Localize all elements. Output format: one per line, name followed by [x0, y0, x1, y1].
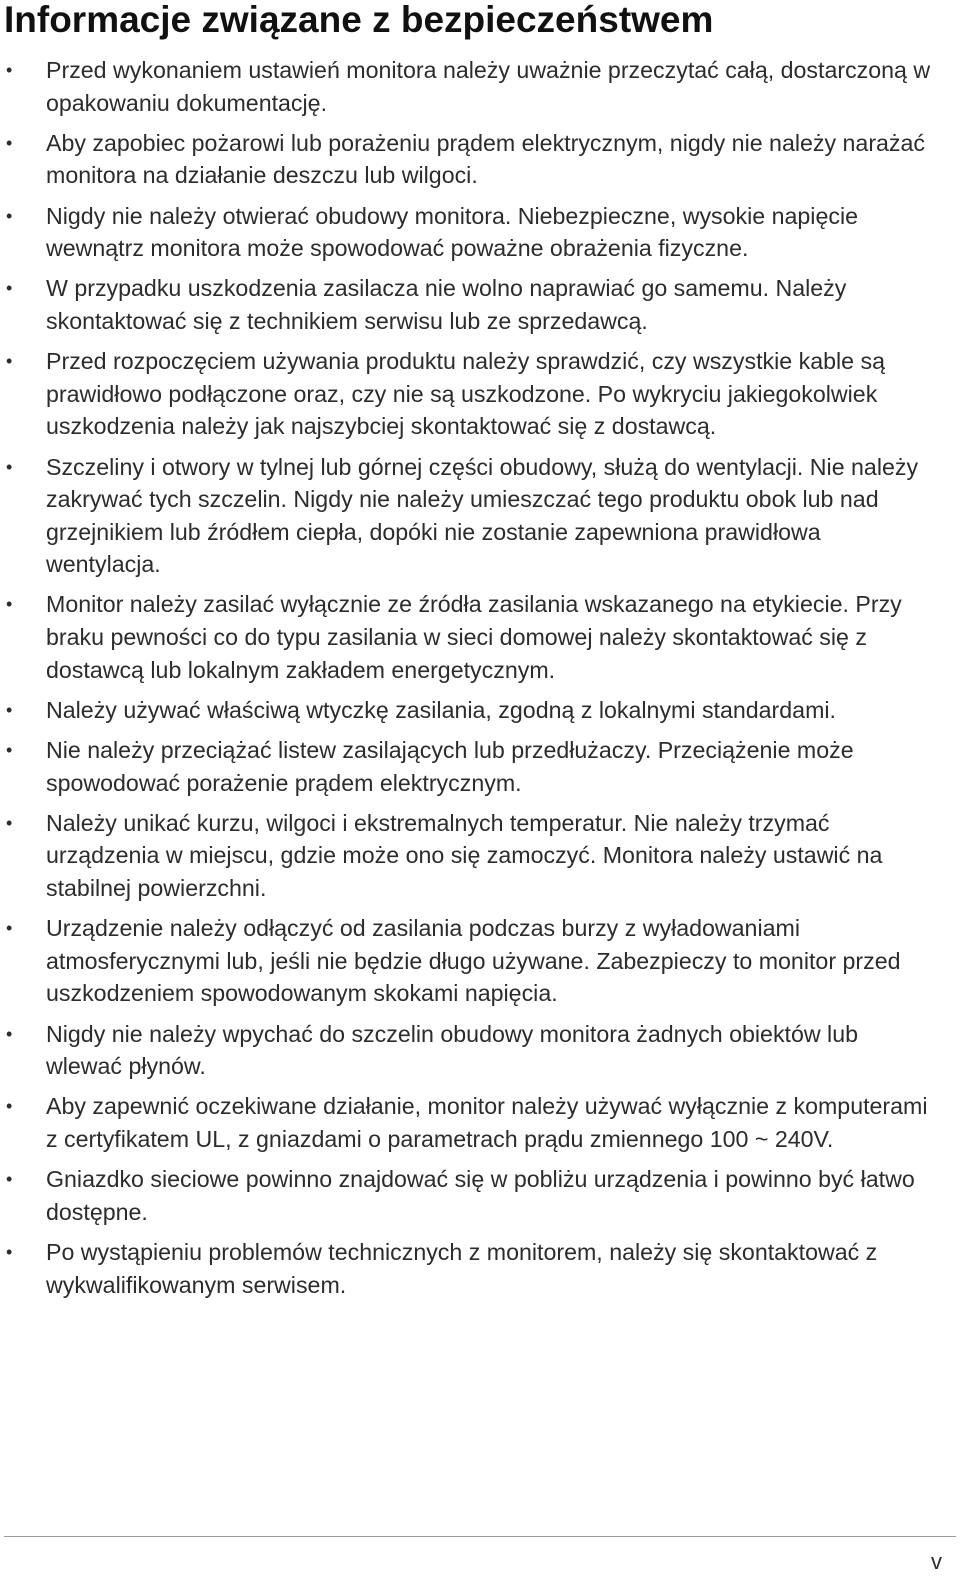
safety-item: • Aby zapobiec pożarowi lub porażeniu prądem elektrycznym, nigdy nie należy narażać monitora na działanie deszczu lub wilgoci.	[0, 127, 936, 192]
safety-item: • Szczeliny i otwory w tylnej lub górnej części obudowy, służą do wentylacji. Nie należy zakrywać tych szczelin. Nigdy nie należy umieszczać tego produktu obok lub nad grzejnikiem lub źródłem ciepła, dopóki nie zostanie zapewniona prawidłowa wentylacja.	[0, 451, 936, 581]
safety-item: • Przed wykonaniem ustawień monitora należy uważnie przeczytać całą, dostarczoną w opakowaniu dokumentację.	[0, 54, 936, 119]
page-title: Informacje związane z bezpieczeństwem	[4, 0, 714, 40]
safety-item: • Należy unikać kurzu, wilgoci i ekstremalnych temperatur. Nie należy trzymać urządzenia w miejscu, gdzie może ono się zamoczyć. Monitora należy ustawić na stabilnej powierzchni.	[0, 807, 936, 905]
safety-item: • Monitor należy zasilać wyłącznie ze źródła zasilania wskazanego na etykiecie. Przy braku pewności co do typu zasilania w sieci domowej należy skontaktować się z dostawcą lub lokalnym zakładem energetycznym.	[0, 588, 936, 686]
safety-item: • Aby zapewnić oczekiwane działanie, monitor należy używać wyłącznie z komputerami z certyfikatem UL, z gniazdami o parametrach prądu zmiennego 100 ~ 240V.	[0, 1090, 936, 1155]
page-number: v	[931, 1549, 942, 1574]
safety-item: • W przypadku uszkodzenia zasilacza nie wolno naprawiać go samemu. Należy skontaktować się z technikiem serwisu lub ze sprzedawcą.	[0, 272, 936, 337]
safety-item: • Po wystąpieniu problemów technicznych z monitorem, należy się skontaktować z wykwalifikowanym serwisem.	[0, 1236, 936, 1301]
safety-item: • Przed rozpoczęciem używania produktu należy sprawdzić, czy wszystkie kable są prawidłowo podłączone oraz, czy nie są uszkodzone. Po wykryciu jakiegokolwiek uszkodzenia należy jak najszybciej skontaktować się z dostawcą.	[0, 345, 936, 443]
footer-divider	[4, 1536, 956, 1537]
safety-item: • Nie należy przeciążać listew zasilających lub przedłużaczy. Przeciążenie może spowodować porażenie prądem elektrycznym.	[0, 734, 936, 799]
safety-item: • Należy używać właściwą wtyczkę zasilania, zgodną z lokalnymi standardami.	[0, 694, 936, 727]
safety-item: • Urządzenie należy odłączyć od zasilania podczas burzy z wyładowaniami atmosferycznymi lub, jeśli nie będzie długo używane. Zabezpieczy to monitor przed uszkodzeniem spowodowanym skokami napięcia.	[0, 912, 936, 1010]
safety-item: • Nigdy nie należy wpychać do szczelin obudowy monitora żadnych obiektów lub wlewać płynów.	[0, 1018, 936, 1083]
safety-item: • Nigdy nie należy otwierać obudowy monitora. Niebezpieczne, wysokie napięcie wewnątrz monitora może spowodować poważne obrażenia fizyczne.	[0, 200, 936, 265]
safety-item: • Gniazdko sieciowe powinno znajdować się w pobliżu urządzenia i powinno być łatwo dostępne.	[0, 1163, 936, 1228]
safety-bullet-list	[0, 54, 936, 1309]
